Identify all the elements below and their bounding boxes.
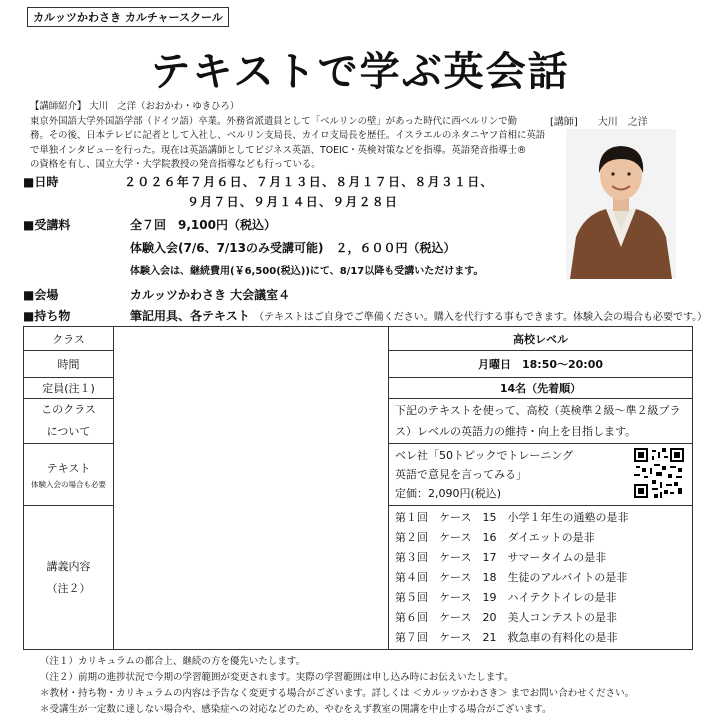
textbook-line1: ベレ社「50トピックでトレーニング xyxy=(395,449,574,462)
footnote: ＊教材・持ち物・カリキュラムの内容は予告なく変更する場合がございます。詳しくは ＜カルッツかわさき＞ までお問い合わせください。 xyxy=(40,688,635,699)
fee-label: ■受講料 xyxy=(23,218,71,232)
intro-line: の資格を有し、国立大学・大学院教授の発音指導なども行っている。 xyxy=(30,159,321,170)
time-label: 時間 xyxy=(24,351,114,378)
lecturer-portrait-icon xyxy=(566,129,676,279)
list-item: 第６回 ケース 20 美人コンテストの是非 xyxy=(395,610,618,624)
items-main: 筆記用具、各テキスト xyxy=(130,309,250,323)
textbook-price: 定価：2,090円(税込) xyxy=(395,487,502,500)
about-value xyxy=(389,399,693,444)
content-label-line2: （注２） xyxy=(46,581,91,595)
textbook-line2: 英語で意見を言ってみる」 xyxy=(395,468,527,481)
lecturer-photo xyxy=(566,129,676,279)
about-label-line2: について xyxy=(46,425,91,438)
footnote: （注１）カリキュラムの都合上、継続の方を優先いたします。 xyxy=(40,656,306,667)
capacity-label: 定員(注１) xyxy=(24,378,114,399)
qr-code-icon xyxy=(634,448,684,498)
fee-trial: 体験入会(7/6、7/13のみ受講可能) ２，６００円（税込） xyxy=(130,241,456,255)
fee-trial-note: 体験入会は、継続費用(￥6,500(税込))にて、8/17以降も受講いただけます。 xyxy=(130,266,484,277)
textbook-info xyxy=(389,444,693,506)
text-label: テキスト xyxy=(46,461,91,475)
content-label-line1: 講義内容 xyxy=(46,559,91,573)
items-value xyxy=(130,307,707,324)
blank-column xyxy=(114,327,389,650)
schedule-label: ■日時 xyxy=(23,175,59,189)
venue-value: カルッツかわさき 大会議室４ xyxy=(130,288,291,302)
course-info-table xyxy=(23,326,693,650)
list-item: 第１回 ケース 15 小学１年生の通塾の是非 xyxy=(395,510,629,524)
text-label-cell xyxy=(24,444,114,506)
list-item: 第７回 ケース 21 救急車の有料化の是非 xyxy=(395,630,618,644)
list-item: 第２回 ケース 16 ダイエットの是非 xyxy=(395,530,595,544)
list-item: 第４回 ケース 18 生徒のアルバイトの是非 xyxy=(395,570,628,584)
footnote: ＊受講生が一定数に達しない場合や、感染症への対応などのため、やむをえず教室の開講を中止する場合がございます。 xyxy=(40,704,552,715)
list-item: 第３回 ケース 17 サマータイムの是非 xyxy=(395,550,607,564)
class-label: クラス xyxy=(24,327,114,351)
schedule-dates-line2: ９月７日、９月１４日、９月２８日 xyxy=(187,195,399,209)
page-title: テキストで学ぶ英会話 xyxy=(150,49,570,95)
about-line2: ス）レベルの英語力の維持・向上を目指します。 xyxy=(395,425,637,438)
about-line1: 下記のテキストを使って、高校（英検準２級～準２級プラ xyxy=(395,404,681,417)
intro-line: で単独インタビューを行った。現在は英語講師としてビジネス英語、TOEIC・英検対策などを指導。英語発音指導士® xyxy=(30,144,527,156)
intro-line: 東京外国語大学外国語学部（ドイツ語）卒業。外務省派遣員として「ベルリンの壁」があった時代に西ベルリンで勤 xyxy=(30,115,517,127)
items-note: （テキストはご自身でご準備ください。購入を代行する事もできます。体験入会の場合も必要です。） xyxy=(253,312,708,323)
lesson-list xyxy=(389,506,693,650)
schedule-dates-line1: ２０２６年７月６日、７月１３日、８月１７日、８月３１日、 xyxy=(124,175,494,189)
school-name-tag: カルッツかわさき カルチャースクール xyxy=(27,7,229,27)
list-item: 第５回 ケース 19 ハイテクトイレの是非 xyxy=(395,590,617,604)
lecturer-label: [講師] 大川 之洋 xyxy=(550,117,648,128)
lecturer-introduction xyxy=(30,100,546,173)
items-label: ■持ち物 xyxy=(23,309,71,323)
text-sublabel: 体験入会の場合も必要 xyxy=(31,479,106,489)
about-label xyxy=(24,399,114,444)
intro-line: 務。その後、日本テレビに記者として入社し、ベルリン支局長、カイロ支局長を歴任。イスラエルのネタニヤフ首相に英語 xyxy=(30,130,546,141)
about-label-line1: このクラス xyxy=(41,403,96,416)
time-value: 月曜日 18:50～20:00 xyxy=(389,351,693,378)
class-value: 高校レベル xyxy=(389,327,693,351)
footnotes xyxy=(40,654,634,718)
intro-heading: 【講師紹介】 大川 之洋（おおかわ・ゆきひろ） xyxy=(30,101,240,112)
footnote: （注２）前期の進捗状況で今期の学習範囲が変更されます。実際の学習範囲は申し込み時にお伝えいたします。 xyxy=(40,672,514,683)
fee-full-course: 全７回 9,100円（税込） xyxy=(130,218,276,232)
capacity-value: 14名（先着順） xyxy=(389,378,693,399)
venue-label: ■会場 xyxy=(23,288,59,302)
table-row xyxy=(24,327,693,351)
content-label xyxy=(24,506,114,650)
